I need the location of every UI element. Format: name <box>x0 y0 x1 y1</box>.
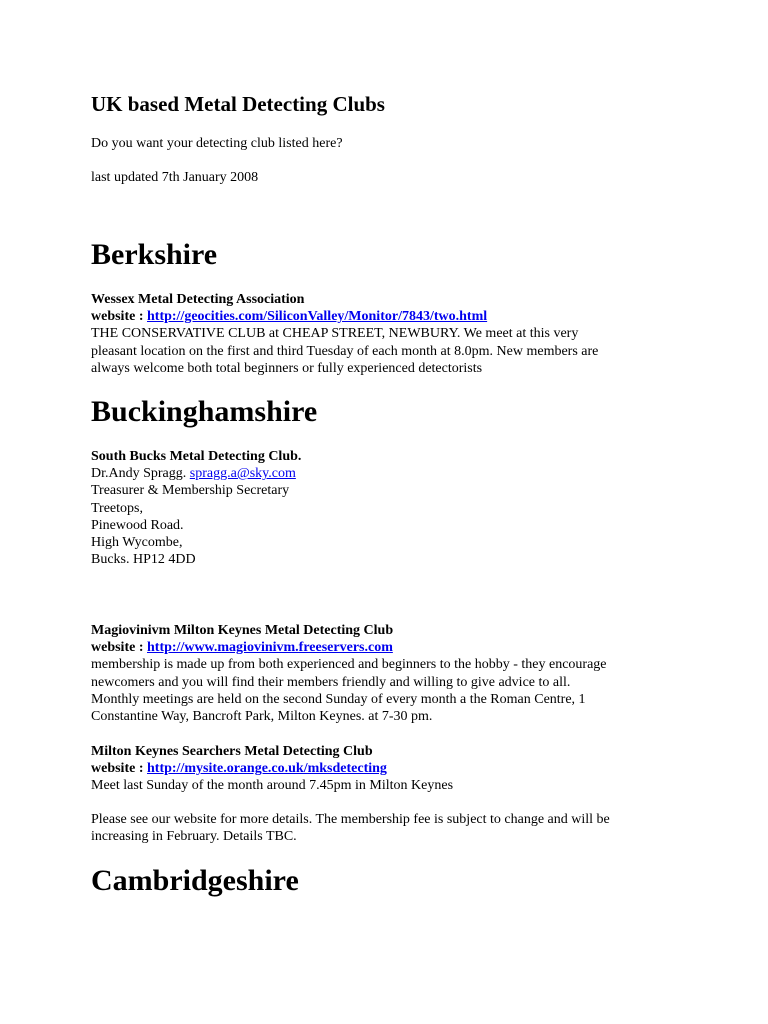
website-link[interactable]: http://www.magiovinivm.freeservers.com <box>147 640 393 656</box>
club-name: South Bucks Metal Detecting Club. <box>91 449 302 464</box>
club-south-bucks <box>91 448 301 568</box>
address-line: Treasurer & Membership Secretary <box>91 483 290 499</box>
page-title: UK based Metal Detecting Clubs <box>91 92 385 116</box>
club-mk-searchers <box>91 743 453 795</box>
address-line: Pinewood Road. <box>91 517 184 533</box>
address-line: High Wycombe, <box>91 535 183 551</box>
description-line: newcomers and you will find their members friendly and willing to give advice to all. <box>91 674 571 690</box>
club-name: Milton Keynes Searchers Metal Detecting Club <box>91 744 373 759</box>
club-name: Wessex Metal Detecting Association <box>91 292 305 307</box>
website-line <box>91 639 607 656</box>
website-line <box>91 308 598 325</box>
note-line: Please see our website for more details. The membership fee is subject to change and will be <box>91 812 610 827</box>
website-label: website : <box>91 761 147 777</box>
club-magiovinivm <box>91 622 607 725</box>
contact-name: Dr.Andy Spragg. <box>91 466 190 482</box>
website-label: website : <box>91 640 147 656</box>
contact-line <box>91 465 301 482</box>
note-line: increasing in February. Details TBC. <box>91 829 297 845</box>
description-line: THE CONSERVATIVE CLUB at CHEAP STREET, NEWBURY. We meet at this very <box>91 326 579 342</box>
description-line: membership is made up from both experienced and beginners to the hobby - they encourage <box>91 657 607 673</box>
email-link[interactable]: spragg.a@sky.com <box>189 466 296 482</box>
description-line: Constantine Way, Bancroft Park, Milton Keynes. at 7-30 pm. <box>91 709 433 725</box>
intro-text: Do you want your detecting club listed here? <box>91 136 343 151</box>
heading-cambridgeshire: Cambridgeshire <box>91 864 299 897</box>
website-label: website : <box>91 309 147 325</box>
description-line: Monthly meetings are held on the second Sunday of every month a the Roman Centre, 1 <box>91 691 586 707</box>
membership-note <box>91 811 610 845</box>
website-link[interactable]: http://mysite.orange.co.uk/mksdetecting <box>147 761 387 777</box>
address-line: Treetops, <box>91 500 143 516</box>
website-link[interactable]: http://geocities.com/SiliconValley/Monitor/7843/two.html <box>147 309 488 325</box>
address-line: Bucks. HP12 4DD <box>91 552 196 568</box>
description-line: Meet last Sunday of the month around 7.45pm in Milton Keynes <box>91 778 454 794</box>
club-name: Magiovinivm Milton Keynes Metal Detecting Club <box>91 623 394 638</box>
description-line: always welcome both total beginners or fully experienced detectorists <box>91 360 483 376</box>
description-line: pleasant location on the first and third Tuesday of each month at 8.0pm. New members are <box>91 343 599 359</box>
heading-berkshire: Berkshire <box>91 238 218 271</box>
club-wessex <box>91 291 598 377</box>
website-line <box>91 760 453 777</box>
heading-buckinghamshire: Buckinghamshire <box>91 395 318 428</box>
last-updated-text: last updated 7th January 2008 <box>91 170 259 185</box>
